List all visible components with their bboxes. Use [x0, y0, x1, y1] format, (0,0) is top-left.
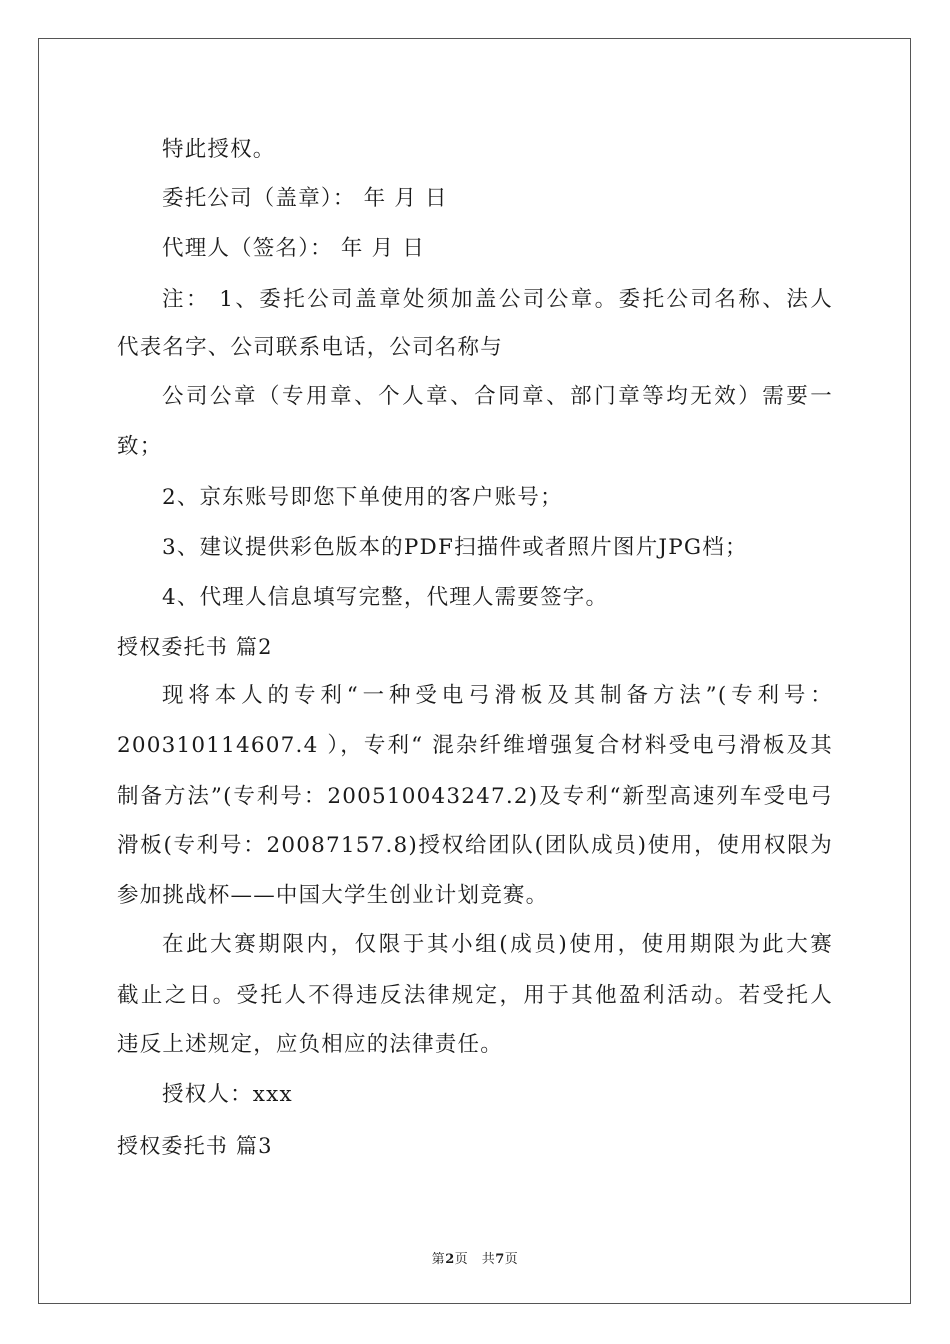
section-heading-3: 授权委托书 篇3: [117, 1134, 273, 1158]
text-line-agent-signature: 代理人（签名）： 年 月 日: [162, 236, 426, 261]
text-line-period-1: 在此大赛期限内，仅限于其小组(成员)使用，使用期限为此大赛: [162, 932, 833, 957]
footer-total-pages: 7: [495, 1252, 505, 1267]
text-line-note-3: 3、建议提供彩色版本的PDF扫描件或者照片图片JPG档；: [162, 535, 748, 560]
text-line-patent-3: 制备方法”(专利号：200510043247.2)及专利“新型高速列车受电弓: [117, 784, 833, 809]
text-line-patent-2: 200310114607.4 ），专利“ 混杂纤维增强复合材料受电弓滑板及其: [117, 733, 833, 758]
page-footer: [0, 1248, 950, 1267]
footer-page-number: 2: [445, 1252, 455, 1267]
text-line-authorization: 特此授权。: [162, 137, 276, 162]
text-line-note-1-cont: 代表名字、公司联系电话，公司名称与: [117, 335, 503, 360]
text-line-note-1: 注： 1、委托公司盖章处须加盖公司公章。委托公司名称、法人: [162, 287, 833, 312]
footer-suffix: 页: [504, 1252, 519, 1267]
text-line-authorizer: 授权人：xxx: [162, 1082, 293, 1107]
text-line-period-3: 违反上述规定，应负相应的法律责任。: [117, 1032, 503, 1057]
section-heading-2: 授权委托书 篇2: [117, 635, 273, 659]
text-line-note-1-seal: 公司公章（专用章、个人章、合同章、部门章等均无效）需要一: [162, 384, 833, 409]
text-line-patent-1: 现将本人的专利“一种受电弓滑板及其制备方法”(专利号：: [162, 683, 833, 708]
text-line-note-2: 2、京东账号即您下单使用的客户账号；: [162, 485, 563, 510]
text-line-patent-5: 参加挑战杯——中国大学生创业计划竞赛。: [117, 883, 549, 908]
page-border: [38, 38, 911, 1304]
text-line-period-2: 截止之日。受托人不得违反法律规定，用于其他盈利活动。若受托人: [117, 983, 833, 1008]
footer-mid: 页 共: [454, 1252, 496, 1267]
text-line-note-1-end: 致；: [117, 434, 163, 459]
text-line-company-seal: 委托公司（盖章）： 年 月 日: [162, 186, 448, 211]
text-line-patent-4: 滑板(专利号：20087157.8)授权给团队(团队成员)使用，使用权限为: [117, 833, 833, 858]
text-line-note-4: 4、代理人信息填写完整，代理人需要签字。: [162, 585, 609, 610]
footer-prefix: 第: [431, 1252, 446, 1267]
